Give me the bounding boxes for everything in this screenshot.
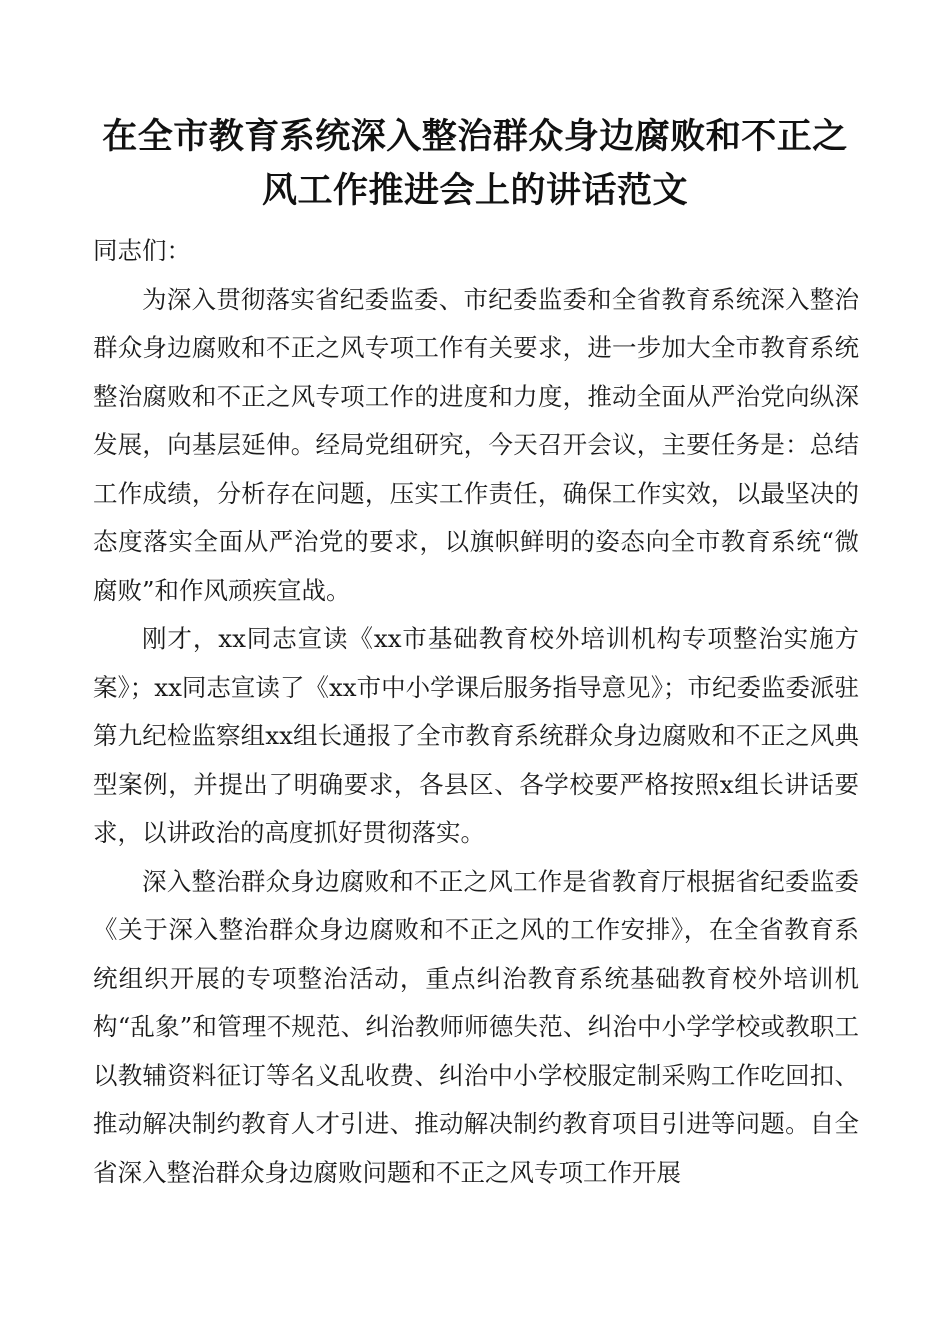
- title-line-1: 在全市教育系统深入整治群众身边腐败和不正之: [102, 117, 848, 157]
- document-body: [93, 227, 859, 1197]
- salutation: 同志们：: [93, 236, 191, 265]
- document-title: [60, 110, 890, 218]
- paragraph-1: 为深入贯彻落实省纪委监委、市纪委监委和全省教育系统深入整治群众身边腐败和不正之风专项工作有关要求，进一步加大全市教育系统整治腐败和不正之风专项工作的进度和力度，推动全面从严治党向纵深发展，向基层延伸。经局党组研究，今天召开会议，主要任务是：总结工作成绩，分析存在问题，压实工作责任，确保工作实效，以最坚决的态度落实全面从严治党的要求，以旗帜鲜明的姿态向全市教育系统“微腐败”和作风顽疾宣战。: [93, 284, 859, 605]
- title-line-2: 风工作推进会上的讲话范文: [261, 171, 688, 211]
- paragraph-2: 刚才，xx同志宣读《xx市基础教育校外培训机构专项整治实施方案》；xx同志宣读了《xx市中小学课后服务指导意见》；市纪委监委派驻第九纪检监察组xx组长通报了全市教育系统群众身边腐败和不正之风典型案例，并提出了明确要求，各县区、各学校要严格按照x组长讲话要求，以讲政治的高度抓好贯彻落实。: [93, 624, 859, 847]
- paragraph-3: 深入整治群众身边腐败和不正之风工作是省教育厅根据省纪委监委《关于深入整治群众身边腐败和不正之风的工作安排》，在全省教育系统组织开展的专项整治活动，重点纠治教育系统基础教育校外培训机构“乱象”和管理不规范、纠治教师师德失范、纠治中小学学校或教职工以教辅资料征订等名义乱收费、纠治中小学校服定制采购工作吃回扣、推动解决制约教育人才引进、推动解决制约教育项目引进等问题。自全省深入整治群众身边腐败问题和不正之风专项工作开展: [93, 866, 859, 1187]
